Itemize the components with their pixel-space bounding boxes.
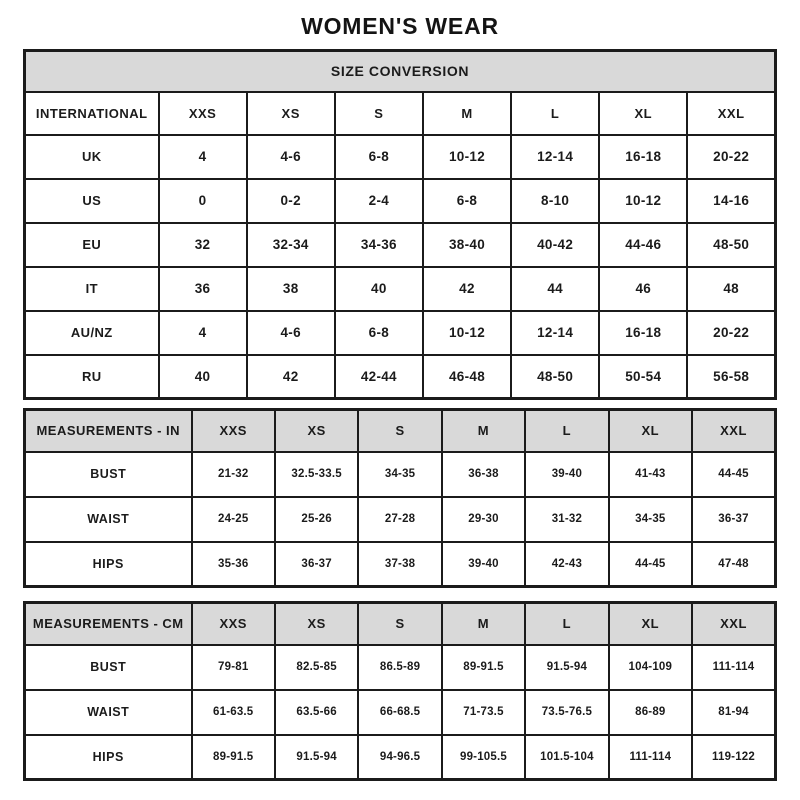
row-label: EU [25, 223, 159, 267]
size-cell: 10-12 [423, 135, 511, 179]
size-cell: 40 [159, 355, 247, 399]
measurements-cm-table [23, 601, 777, 781]
measurement-cell: 111-114 [609, 735, 692, 780]
table-row-hips-cm [25, 735, 776, 780]
size-cell: 6-8 [335, 135, 423, 179]
measurement-cell: 86.5-89 [358, 645, 441, 690]
table-row-us [25, 179, 776, 223]
measurement-cell: 25-26 [275, 497, 358, 542]
size-header-l: L [525, 603, 608, 645]
size-cell: 16-18 [599, 311, 687, 355]
size-header-l: L [511, 92, 599, 135]
size-header-m: M [442, 603, 525, 645]
size-header-xxs: XXS [192, 603, 275, 645]
size-cell: 42 [247, 355, 335, 399]
size-conversion-title: SIZE CONVERSION [25, 51, 776, 92]
table-row-waist-in [25, 497, 776, 542]
size-cell: 4 [159, 135, 247, 179]
row-label: HIPS [25, 735, 192, 780]
measurement-cell: 89-91.5 [192, 735, 275, 780]
measurement-cell: 86-89 [609, 690, 692, 735]
size-cell: 46 [599, 267, 687, 311]
measurement-cell: 111-114 [692, 645, 775, 690]
table-row-it [25, 267, 776, 311]
row-label: AU/NZ [25, 311, 159, 355]
size-header-m: M [423, 92, 511, 135]
size-cell: 42-44 [335, 355, 423, 399]
measurement-cell: 104-109 [609, 645, 692, 690]
size-cell: 40 [335, 267, 423, 311]
row-label: RU [25, 355, 159, 399]
measurement-cell: 34-35 [358, 452, 441, 497]
size-cell: 48-50 [511, 355, 599, 399]
measurements-in-title: MEASUREMENTS - IN [25, 410, 192, 452]
size-header-xxl: XXL [687, 92, 775, 135]
size-cell: 6-8 [335, 311, 423, 355]
measurement-cell: 101.5-104 [525, 735, 608, 780]
table-row-bust-cm [25, 645, 776, 690]
measurement-cell: 71-73.5 [442, 690, 525, 735]
measurement-cell: 44-45 [692, 452, 775, 497]
size-cell: 12-14 [511, 135, 599, 179]
size-cell: 44-46 [599, 223, 687, 267]
size-cell: 4 [159, 311, 247, 355]
size-header-xxl: XXL [692, 603, 775, 645]
size-header-xl: XL [609, 603, 692, 645]
size-cell: 46-48 [423, 355, 511, 399]
size-cell: 0-2 [247, 179, 335, 223]
table-row-bust-in [25, 452, 776, 497]
size-header-s: S [358, 603, 441, 645]
size-cell: 4-6 [247, 135, 335, 179]
table-row-aunz [25, 311, 776, 355]
measurement-cell: 36-38 [442, 452, 525, 497]
page-title: WOMEN'S WEAR [301, 13, 499, 39]
size-cell: 0 [159, 179, 247, 223]
row-label: WAIST [25, 690, 192, 735]
size-cell: 48 [687, 267, 775, 311]
table-row-hips-in [25, 542, 776, 587]
measurement-cell: 21-32 [192, 452, 275, 497]
size-cell: 10-12 [599, 179, 687, 223]
size-cell: 42 [423, 267, 511, 311]
measurements-cm-title: MEASUREMENTS - CM [25, 603, 192, 645]
row-label: HIPS [25, 542, 192, 587]
size-cell: 20-22 [687, 135, 775, 179]
measurement-cell: 119-122 [692, 735, 775, 780]
size-cell: 8-10 [511, 179, 599, 223]
table-row-ru [25, 355, 776, 399]
measurement-cell: 31-32 [525, 497, 608, 542]
row-label: IT [25, 267, 159, 311]
measurements-in-header-row [25, 410, 776, 452]
size-cell: 32 [159, 223, 247, 267]
size-header-xs: XS [275, 603, 358, 645]
measurement-cell: 24-25 [192, 497, 275, 542]
size-cell: 56-58 [687, 355, 775, 399]
size-cell: 6-8 [423, 179, 511, 223]
measurement-cell: 41-43 [609, 452, 692, 497]
size-header-xl: XL [609, 410, 692, 452]
size-header-xxs: XXS [159, 92, 247, 135]
measurement-cell: 32.5-33.5 [275, 452, 358, 497]
size-cell: 4-6 [247, 311, 335, 355]
measurement-cell: 82.5-85 [275, 645, 358, 690]
size-header-xl: XL [599, 92, 687, 135]
measurement-cell: 29-30 [442, 497, 525, 542]
measurement-cell: 35-36 [192, 542, 275, 587]
size-cell: 38-40 [423, 223, 511, 267]
size-header-m: M [442, 410, 525, 452]
size-cell: 40-42 [511, 223, 599, 267]
size-header-xxs: XXS [192, 410, 275, 452]
measurement-cell: 61-63.5 [192, 690, 275, 735]
measurement-cell: 27-28 [358, 497, 441, 542]
size-header-xs: XS [275, 410, 358, 452]
size-cell: 50-54 [599, 355, 687, 399]
row-label: US [25, 179, 159, 223]
measurement-cell: 39-40 [525, 452, 608, 497]
measurement-cell: 81-94 [692, 690, 775, 735]
size-cell: 2-4 [335, 179, 423, 223]
row-label: WAIST [25, 497, 192, 542]
measurement-cell: 89-91.5 [442, 645, 525, 690]
measurement-cell: 91.5-94 [525, 645, 608, 690]
size-cell: 14-16 [687, 179, 775, 223]
measurement-cell: 42-43 [525, 542, 608, 587]
measurement-cell: 63.5-66 [275, 690, 358, 735]
table-row-waist-cm [25, 690, 776, 735]
table-row-eu [25, 223, 776, 267]
size-cell: 12-14 [511, 311, 599, 355]
measurement-cell: 39-40 [442, 542, 525, 587]
table-row-uk [25, 135, 776, 179]
measurement-cell: 79-81 [192, 645, 275, 690]
size-cell: 34-36 [335, 223, 423, 267]
size-header-xs: XS [247, 92, 335, 135]
row-label: BUST [25, 452, 192, 497]
measurement-cell: 94-96.5 [358, 735, 441, 780]
measurement-cell: 34-35 [609, 497, 692, 542]
size-cell: 32-34 [247, 223, 335, 267]
measurements-cm-header-row [25, 603, 776, 645]
size-cell: 44 [511, 267, 599, 311]
size-header-s: S [358, 410, 441, 452]
size-conversion-header-row [25, 51, 776, 92]
measurement-cell: 66-68.5 [358, 690, 441, 735]
size-cell: 20-22 [687, 311, 775, 355]
measurement-cell: 91.5-94 [275, 735, 358, 780]
measurement-cell: 37-38 [358, 542, 441, 587]
size-cell: 48-50 [687, 223, 775, 267]
measurement-cell: 73.5-76.5 [525, 690, 608, 735]
measurement-cell: 44-45 [609, 542, 692, 587]
measurement-cell: 36-37 [275, 542, 358, 587]
measurement-cell: 47-48 [692, 542, 775, 587]
measurements-in-table [23, 408, 777, 588]
size-header-l: L [525, 410, 608, 452]
size-cell: 10-12 [423, 311, 511, 355]
size-header-s: S [335, 92, 423, 135]
measurement-cell: 99-105.5 [442, 735, 525, 780]
size-cell: 38 [247, 267, 335, 311]
size-header-xxl: XXL [692, 410, 775, 452]
size-conversion-table [23, 49, 777, 400]
row-label: UK [25, 135, 159, 179]
size-cell: 16-18 [599, 135, 687, 179]
international-label: INTERNATIONAL [25, 92, 159, 135]
size-cell: 36 [159, 267, 247, 311]
measurement-cell: 36-37 [692, 497, 775, 542]
international-header-row [25, 92, 776, 135]
row-label: BUST [25, 645, 192, 690]
